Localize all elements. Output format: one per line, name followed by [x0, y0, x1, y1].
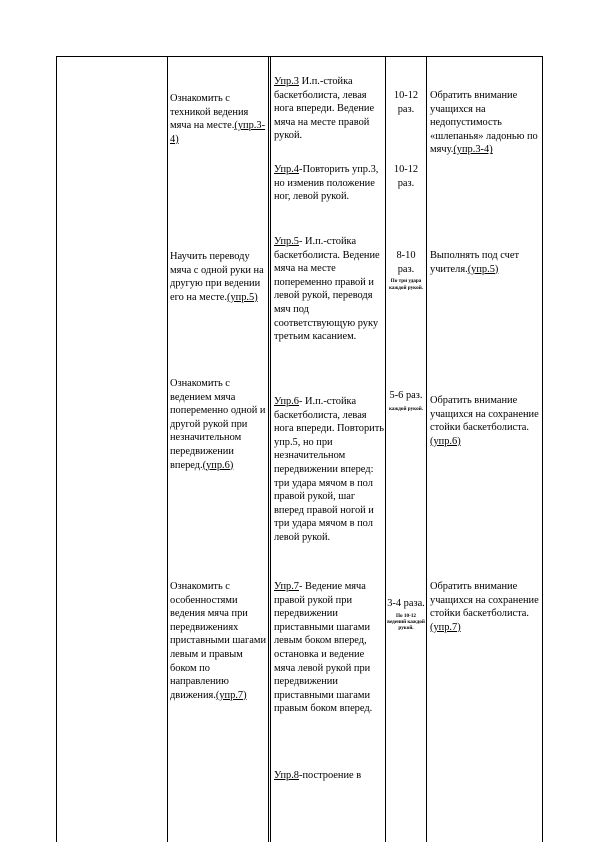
dosage-note: По три удара каждой рукой. — [389, 278, 423, 291]
column-divider-4 — [426, 56, 427, 842]
exercise-label: Упр.4 — [274, 164, 299, 175]
objective-cell — [170, 92, 266, 146]
exercise-text: - И.п.-стойка баскетболиста, левая нога впереди. Повторить упр.5, но при незначительном передвижении вперед: три удара мячом в пол правой рукой, шаг вперед правой ногой и три удара мячом в пол левой рукой. — [274, 396, 384, 543]
exercise-text: - Ведение мяча правой рукой при передвижении приставными шагами левым боком вперед, остановка и ведение мяча левой рукой при передвижении приставными шагами правым боком вперед. — [274, 581, 373, 715]
exercise-label: Упр.7 — [274, 581, 299, 592]
exercise-text: -построение в — [299, 770, 362, 781]
exercise-label: Упр.5 — [274, 236, 299, 247]
notes-text: Выполнять под счет учителя. — [430, 250, 520, 275]
dosage-text: 10-12 раз. — [393, 164, 419, 189]
objective-cell — [170, 377, 266, 472]
objective-ref: (упр.5) — [227, 291, 258, 303]
objective-cell — [170, 250, 266, 304]
exercise-cell — [274, 769, 384, 783]
dosage-cell — [387, 249, 425, 291]
exercise-cell — [274, 580, 384, 716]
exercise-label: Упр.3 — [274, 76, 299, 87]
table-border-left — [56, 56, 57, 842]
exercise-cell — [274, 395, 384, 545]
column-divider-2-double — [270, 56, 271, 842]
column-divider-1 — [167, 56, 168, 842]
notes-ref: (упр.6) — [430, 435, 461, 447]
dosage-cell — [387, 89, 425, 116]
exercise-text: - И.п.-стойка баскетболиста. Ведение мяча на месте попеременно правой и левой рукой, переводя мяч под соответствующую руку третьим касанием. — [274, 236, 380, 343]
dosage-cell — [387, 597, 425, 632]
notes-ref: (упр.5) — [467, 263, 499, 275]
dosage-text: 5-6 раз. — [389, 390, 423, 401]
exercise-cell — [274, 235, 384, 344]
exercise-cell — [274, 163, 384, 204]
objective-text: Ознакомить с техникой ведения мяча на месте. — [170, 93, 249, 132]
objective-text: Ознакомить с ведением мяча попеременно одной и другой рукой при незначительном передвижении вперед. — [170, 378, 266, 471]
column-divider-2 — [268, 56, 269, 842]
dosage-cell — [387, 163, 425, 190]
table-border-right — [542, 56, 543, 842]
column-divider-3 — [385, 56, 386, 842]
notes-text: Обратить внимание учащихся на сохранение стойки баскетболиста. — [430, 395, 539, 434]
objective-text: Ознакомить с особенностями ведения мяча при передвижениях приставными шагами левым и правым боком по направлению движения. — [170, 581, 267, 701]
objective-ref: (упр.6) — [202, 459, 234, 471]
notes-cell — [430, 89, 542, 157]
notes-cell — [430, 249, 542, 276]
notes-text: Обратить внимание учащихся на сохранение стойки баскетболиста. — [430, 581, 539, 620]
dosage-text: 10-12 раз. — [393, 90, 419, 115]
objective-ref: (упр.3-4) — [170, 120, 266, 145]
objective-ref: (упр.7) — [215, 689, 247, 701]
notes-ref: (упр.3-4) — [453, 144, 493, 156]
exercise-text: -Повторить упр.3, но изменив положение ног, левой рукой. — [274, 164, 379, 203]
notes-ref: (упр.7) — [430, 621, 461, 633]
exercise-label: Упр.6 — [274, 396, 299, 407]
dosage-note: По 10-12 ведений каждой рукой. — [387, 612, 425, 632]
exercise-text: И.п.-стойка баскетболиста, левая нога впереди. Ведение мяча на месте правой рукой. — [274, 76, 375, 142]
dosage-cell — [387, 389, 425, 412]
dosage-note: каждой рукой. — [389, 405, 423, 412]
table-border-top — [56, 56, 543, 57]
exercise-cell — [274, 75, 384, 143]
notes-cell — [430, 580, 542, 634]
objective-cell — [170, 580, 266, 702]
notes-text: Обратить внимание учащихся на недопустимость «шлепанья» ладонью по мячу. — [430, 90, 538, 156]
dosage-text: 3-4 раза. — [387, 598, 425, 609]
notes-cell — [430, 394, 542, 448]
dosage-text: 8-10 раз. — [396, 250, 416, 275]
objective-text: Научить переводу мяча с одной руки на другую при ведении его на месте. — [170, 251, 264, 303]
exercise-label: Упр.8 — [274, 770, 299, 781]
